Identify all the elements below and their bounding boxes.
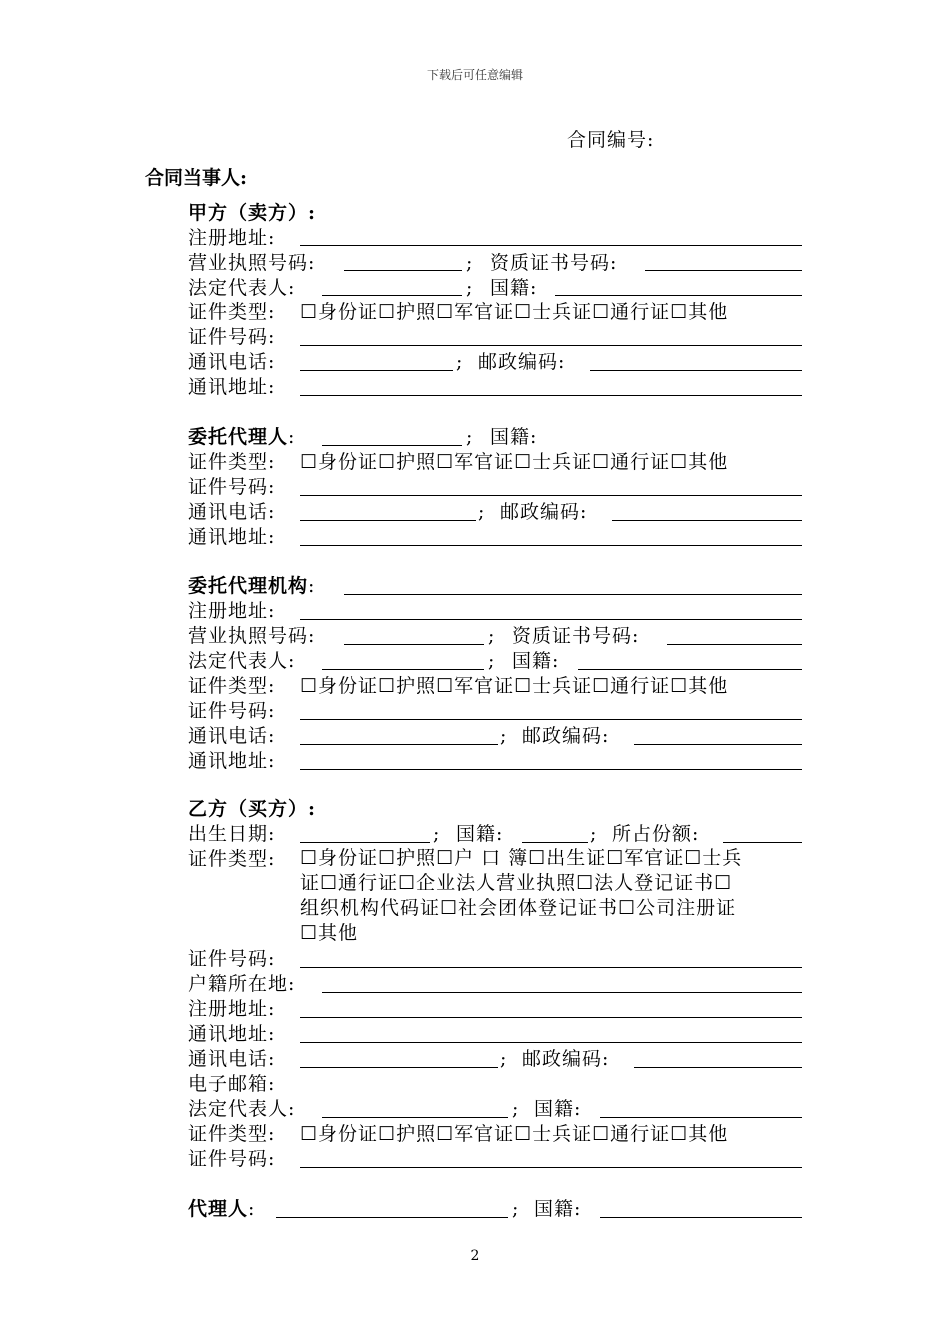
colon: : <box>288 426 296 448</box>
party-b-cert-no-field[interactable] <box>300 967 802 968</box>
separator: ; <box>478 501 486 523</box>
party-a-cert-type-options[interactable]: ☐身份证☐护照☐军官证☐士兵证☐通行证☐其他 <box>300 301 729 323</box>
separator: ; <box>590 823 598 845</box>
proxy-name-field[interactable] <box>276 1217 508 1218</box>
agent-org-biz-license-field[interactable] <box>344 644 484 645</box>
agent-org-postcode-field[interactable] <box>634 744 802 745</box>
party-b-household-label: 户籍所在地: <box>188 973 296 995</box>
proxy-nationality-label: 国籍: <box>534 1198 582 1220</box>
separator: ; <box>512 1098 520 1120</box>
party-a-postcode-label: 邮政编码: <box>478 351 566 373</box>
party-b-title: 乙方（买方）: <box>188 798 317 820</box>
party-a-reg-addr-label: 注册地址: <box>188 227 276 249</box>
party-b-cert-type-label: 证件类型: <box>188 848 276 870</box>
agent-org-name-field[interactable] <box>344 594 802 595</box>
page-header: 下载后可任意编辑 <box>426 68 523 82</box>
agent-org-title: 委托代理机构 <box>188 575 309 597</box>
party-b-birth-field[interactable] <box>300 842 430 843</box>
agent-org-reg-addr-label: 注册地址: <box>188 600 276 622</box>
party-b-rep-cert-type-label: 证件类型: <box>188 1123 276 1145</box>
agent-org-nationality-label: 国籍: <box>512 650 560 672</box>
party-b-legal-rep-field[interactable] <box>322 1117 508 1118</box>
proxy-label-row <box>188 1197 255 1221</box>
party-b-birth-label: 出生日期: <box>188 823 276 845</box>
agent-org-mail-addr-label: 通讯地址: <box>188 750 276 772</box>
agent-org-cert-type-label: 证件类型: <box>188 675 276 697</box>
party-a-nationality-field[interactable] <box>555 295 802 296</box>
agent-org-mail-addr-field[interactable] <box>300 769 802 770</box>
party-a-mail-addr-label: 通讯地址: <box>188 376 276 398</box>
party-b-phone-label: 通讯电话: <box>188 1048 276 1070</box>
agent-org-nationality-field[interactable] <box>578 669 802 670</box>
party-a-postcode-field[interactable] <box>590 370 802 371</box>
party-b-cert-line: ☐其他 <box>300 922 359 944</box>
party-b-phone-field[interactable] <box>300 1067 498 1068</box>
party-b-cert-type-options[interactable] <box>300 846 742 946</box>
separator: ; <box>466 252 474 274</box>
agent-org-postcode-label: 邮政编码: <box>522 725 610 747</box>
party-a-mail-addr-field[interactable] <box>300 395 802 396</box>
agent-cert-type-options[interactable]: ☐身份证☐护照☐军官证☐士兵证☐通行证☐其他 <box>300 451 729 473</box>
party-b-postcode-label: 邮政编码: <box>522 1048 610 1070</box>
contract-number-label: 合同编号: <box>567 129 655 151</box>
agent-org-qual-cert-field[interactable] <box>667 644 802 645</box>
separator: ; <box>433 823 441 845</box>
agent-phone-field[interactable] <box>300 520 476 521</box>
agent-mail-addr-field[interactable] <box>300 545 802 546</box>
party-b-cert-line: 组织机构代码证☐社会团体登记证书☐公司注册证 <box>300 897 737 919</box>
party-a-reg-addr-field[interactable] <box>300 245 802 246</box>
party-b-rep-cert-type-options[interactable]: ☐身份证☐护照☐军官证☐士兵证☐通行证☐其他 <box>300 1123 729 1145</box>
party-b-rep-cert-no-label: 证件号码: <box>188 1148 276 1170</box>
agent-nationality-label: 国籍: <box>490 426 538 448</box>
party-b-nationality-field[interactable] <box>522 842 588 843</box>
agent-cert-no-field[interactable] <box>300 495 802 496</box>
agent-postcode-field[interactable] <box>612 520 802 521</box>
party-a-phone-field[interactable] <box>300 370 453 371</box>
agent-org-reg-addr-field[interactable] <box>300 619 802 620</box>
party-a-legal-rep-label: 法定代表人: <box>188 277 296 299</box>
agent-org-cert-no-label: 证件号码: <box>188 700 276 722</box>
party-a-phone-label: 通讯电话: <box>188 351 276 373</box>
agent-org-phone-field[interactable] <box>300 744 498 745</box>
agent-cert-no-label: 证件号码: <box>188 476 276 498</box>
separator: ; <box>456 351 464 373</box>
agent-org-qual-cert-label: 资质证书号码: <box>512 625 640 647</box>
agent-title: 委托代理人 <box>188 426 289 448</box>
party-a-title: 甲方（卖方）: <box>188 202 317 224</box>
party-a-cert-type-label: 证件类型: <box>188 301 276 323</box>
proxy-nationality-field[interactable] <box>600 1217 802 1218</box>
agent-org-legal-rep-field[interactable] <box>322 669 484 670</box>
separator: ; <box>512 1198 520 1220</box>
party-b-legal-rep-label: 法定代表人: <box>188 1098 296 1120</box>
party-b-email-label: 电子邮箱: <box>188 1073 276 1095</box>
agent-label-row <box>188 425 295 449</box>
party-a-qual-cert-field[interactable] <box>645 270 802 271</box>
agent-name-field[interactable] <box>322 445 462 446</box>
party-b-mail-addr-field[interactable] <box>300 1042 802 1043</box>
separator: ; <box>500 725 508 747</box>
proxy-title: 代理人 <box>188 1198 249 1220</box>
agent-postcode-label: 邮政编码: <box>500 501 588 523</box>
party-b-mail-addr-label: 通讯地址: <box>188 1023 276 1045</box>
party-b-rep-cert-no-field[interactable] <box>300 1167 802 1168</box>
party-a-legal-rep-field[interactable] <box>322 295 462 296</box>
agent-org-biz-license-label: 营业执照号码: <box>188 625 316 647</box>
party-b-household-field[interactable] <box>322 992 802 993</box>
colon: : <box>308 575 316 597</box>
agent-org-cert-type-options[interactable]: ☐身份证☐护照☐军官证☐士兵证☐通行证☐其他 <box>300 675 729 697</box>
agent-mail-addr-label: 通讯地址: <box>188 526 276 548</box>
party-a-cert-no-field[interactable] <box>300 345 802 346</box>
party-b-share-label: 所占份额: <box>612 823 700 845</box>
agent-org-legal-rep-label: 法定代表人: <box>188 650 296 672</box>
page-number: 2 <box>470 1248 480 1264</box>
party-a-nationality-label: 国籍: <box>490 277 538 299</box>
party-b-nationality2-label: 国籍: <box>534 1098 582 1120</box>
separator: ; <box>466 277 474 299</box>
colon: : <box>248 1198 256 1220</box>
party-a-biz-license-field[interactable] <box>344 270 462 271</box>
party-a-biz-license-label: 营业执照号码: <box>188 252 316 274</box>
party-b-cert-line: 证☐通行证☐企业法人营业执照☐法人登记证书☐ <box>300 872 733 894</box>
party-b-reg-addr-label: 注册地址: <box>188 998 276 1020</box>
agent-org-phone-label: 通讯电话: <box>188 725 276 747</box>
party-b-reg-addr-field[interactable] <box>300 1017 802 1018</box>
party-b-share-field[interactable] <box>723 842 802 843</box>
party-a-cert-no-label: 证件号码: <box>188 326 276 348</box>
agent-phone-label: 通讯电话: <box>188 501 276 523</box>
party-b-postcode-field[interactable] <box>634 1067 802 1068</box>
agent-org-cert-no-field[interactable] <box>300 719 802 720</box>
separator: ; <box>500 1048 508 1070</box>
agent-cert-type-label: 证件类型: <box>188 451 276 473</box>
party-b-nationality-label: 国籍: <box>456 823 504 845</box>
party-b-cert-line: ☐身份证☐护照☐户 口 簿☐出生证☐军官证☐士兵 <box>300 847 743 869</box>
separator: ; <box>488 625 496 647</box>
separator: ; <box>466 426 474 448</box>
party-b-cert-no-label: 证件号码: <box>188 948 276 970</box>
separator: ; <box>488 650 496 672</box>
party-b-nationality2-field[interactable] <box>600 1117 802 1118</box>
agent-org-label-row <box>188 574 315 598</box>
party-a-qual-cert-label: 资质证书号码: <box>490 252 618 274</box>
parties-title: 合同当事人: <box>145 167 248 189</box>
